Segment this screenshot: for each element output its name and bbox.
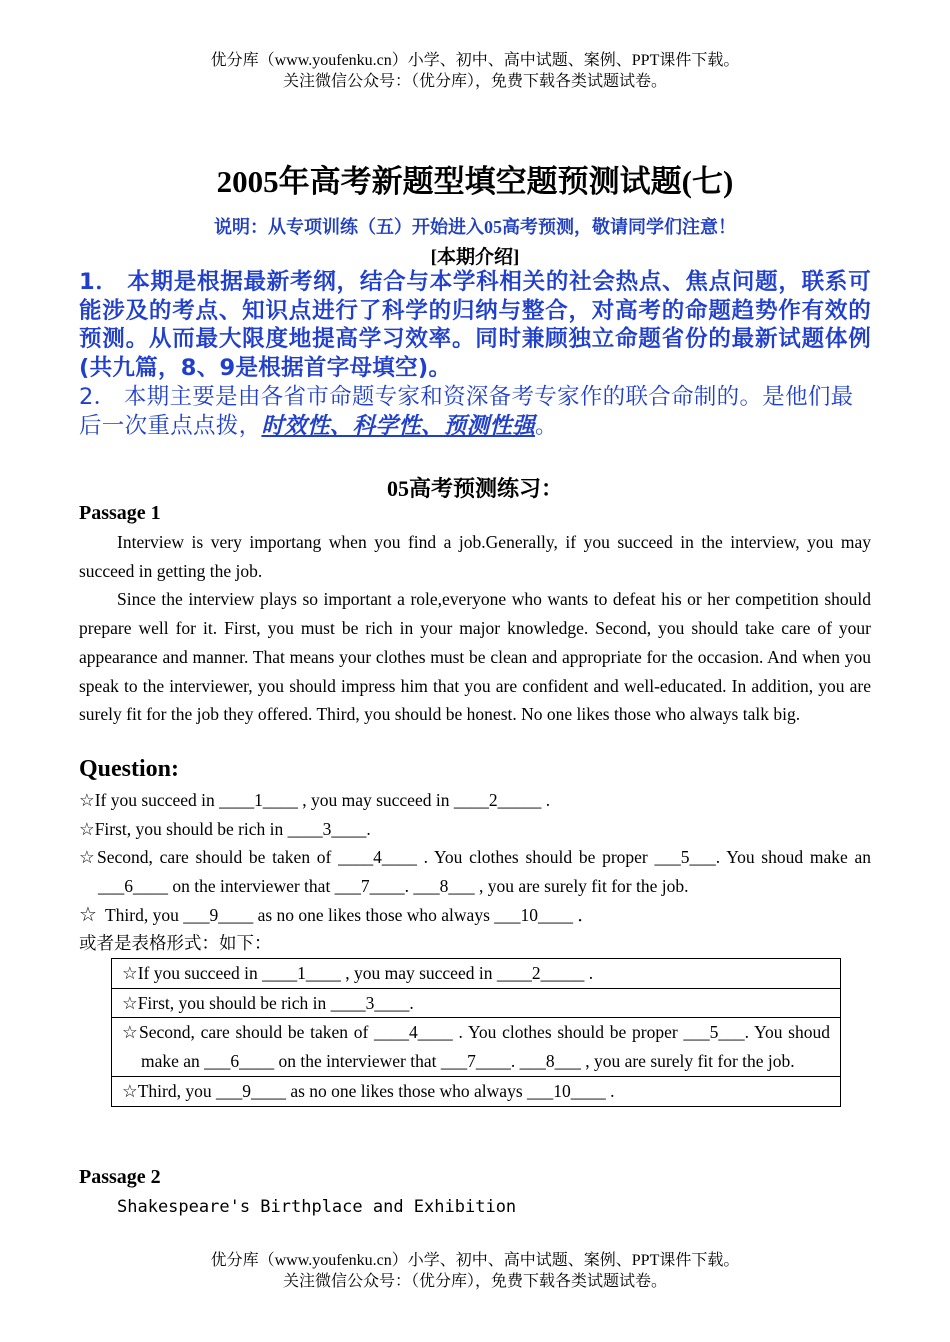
table-cell-text: ☆If you succeed in ____1____ , you may succeed in ____2_____ . <box>122 963 594 983</box>
table-row <box>112 1018 841 1076</box>
star-icon: ☆ <box>79 903 97 926</box>
question-item-2: ☆First, you should be rich in ____3____. <box>79 818 371 839</box>
question-heading: Question: <box>79 756 180 782</box>
page-header <box>0 50 950 92</box>
table-row <box>112 1076 841 1106</box>
question-item-3: ☆Second, care should be taken of ____4____ . You clothes should be proper ___5___. You shoud make an ___6____ on the interviewer that ___7____. ___8___ , you are surely fit for the job. <box>79 847 871 897</box>
header-line-1: 优分库（www.youfenku.cn）小学、初中、高中试题、案例、PPT课件下载。 <box>210 52 740 69</box>
passage-1-paragraph-1: Interview is very importang when you find a job.Generally, if you succeed in the interview, you may succeed in getting the job. <box>79 532 871 581</box>
table-cell <box>112 1076 841 1106</box>
page-footer <box>0 1250 950 1292</box>
footer-line-2: 关注微信公众号：（优分库），免费下载各类试题试卷。 <box>282 1273 667 1290</box>
note-text: 说明：从专项训练（五）开始进入05高考预测，敬请同学们注意！ <box>214 217 736 237</box>
table-cell-text: ☆Third, you ___9____ as no one likes those who always ___10____ . <box>122 1080 615 1101</box>
section-title: 05高考预测练习： <box>386 476 563 501</box>
question-item-4 <box>79 901 871 930</box>
passage-2-title: Shakespeare's Birthplace and Exhibition <box>117 1197 517 1217</box>
footer-line-1: 优分库（www.youfenku.cn）小学、初中、高中试题、案例、PPT课件下载。 <box>210 1252 740 1269</box>
header-line-2: 关注微信公众号：（优分库），免费下载各类试题试卷。 <box>282 73 667 90</box>
page-title: 2005年高考新题型填空题预测试题(七) <box>216 164 734 199</box>
passage-2-heading: Passage 2 <box>79 1166 161 1188</box>
table-cell-text: ☆First, you should be rich in ____3____. <box>122 992 414 1013</box>
table-cell <box>112 1018 841 1076</box>
intro-emphasis: 时效性、科学性、预测性强 <box>261 413 536 439</box>
passage-1-paragraph-2: Since the interview plays so important a role,everyone who wants to defeat his or her competition should prepare well for it. First, you must be rich in your major knowledge. Second, you should take care of your appearance and manner. That means your clothes must be clean and appropriate for the occasion. And when you speak to the interviewer, you should impress him that you are confident and well-educated. In addition, you are surely fit for the job they offered. Third, you should be honest. No one likes those who always talk big. <box>79 589 871 725</box>
table-row <box>112 959 841 989</box>
table-row <box>112 988 841 1018</box>
intro-paragraph-2-text: 2． 本期主要是由各省市命题专家和资深备考专家作的联合命制的。是他们最后一次重点点拨， <box>79 384 854 439</box>
intro-heading: [本期介绍] <box>430 247 520 268</box>
question-item-1: ☆If you succeed in ____1____ , you may succeed in ____2_____ . <box>79 790 551 810</box>
intro-paragraph-2-end: 。 <box>535 413 558 439</box>
passage-1-heading: Passage 1 <box>79 502 161 524</box>
intro-paragraph-2 <box>79 383 871 441</box>
passage-1-body <box>79 528 871 729</box>
question-list <box>79 786 871 930</box>
table-cell <box>112 959 841 989</box>
question-table <box>111 958 841 1107</box>
table-format-label: 或者是表格形式：如下： <box>79 933 272 953</box>
question-item-4-text: Third, you ___9____ as no one likes those who always ___10____ ． <box>104 904 595 925</box>
table-cell <box>112 988 841 1018</box>
table-cell-text: ☆Second, care should be taken of ____4____ . You clothes should be proper ___5___. You shoud make an ___6____ on the interviewer that ___7____. ___8___ , you are surely fit for the job. <box>122 1022 830 1072</box>
intro-paragraph-1: 1． 本期是根据最新考纲，结合与本学科相关的社会热点、焦点问题，联系可能涉及的考点、知识点进行了科学的归纳与整合，对高考的命题趋势作有效的预测。从而最大限度地提高学习效率。同时兼顾独立命题省份的最新试题体例 (共九篇，8、9是根据首字母填空)。 <box>79 269 871 381</box>
